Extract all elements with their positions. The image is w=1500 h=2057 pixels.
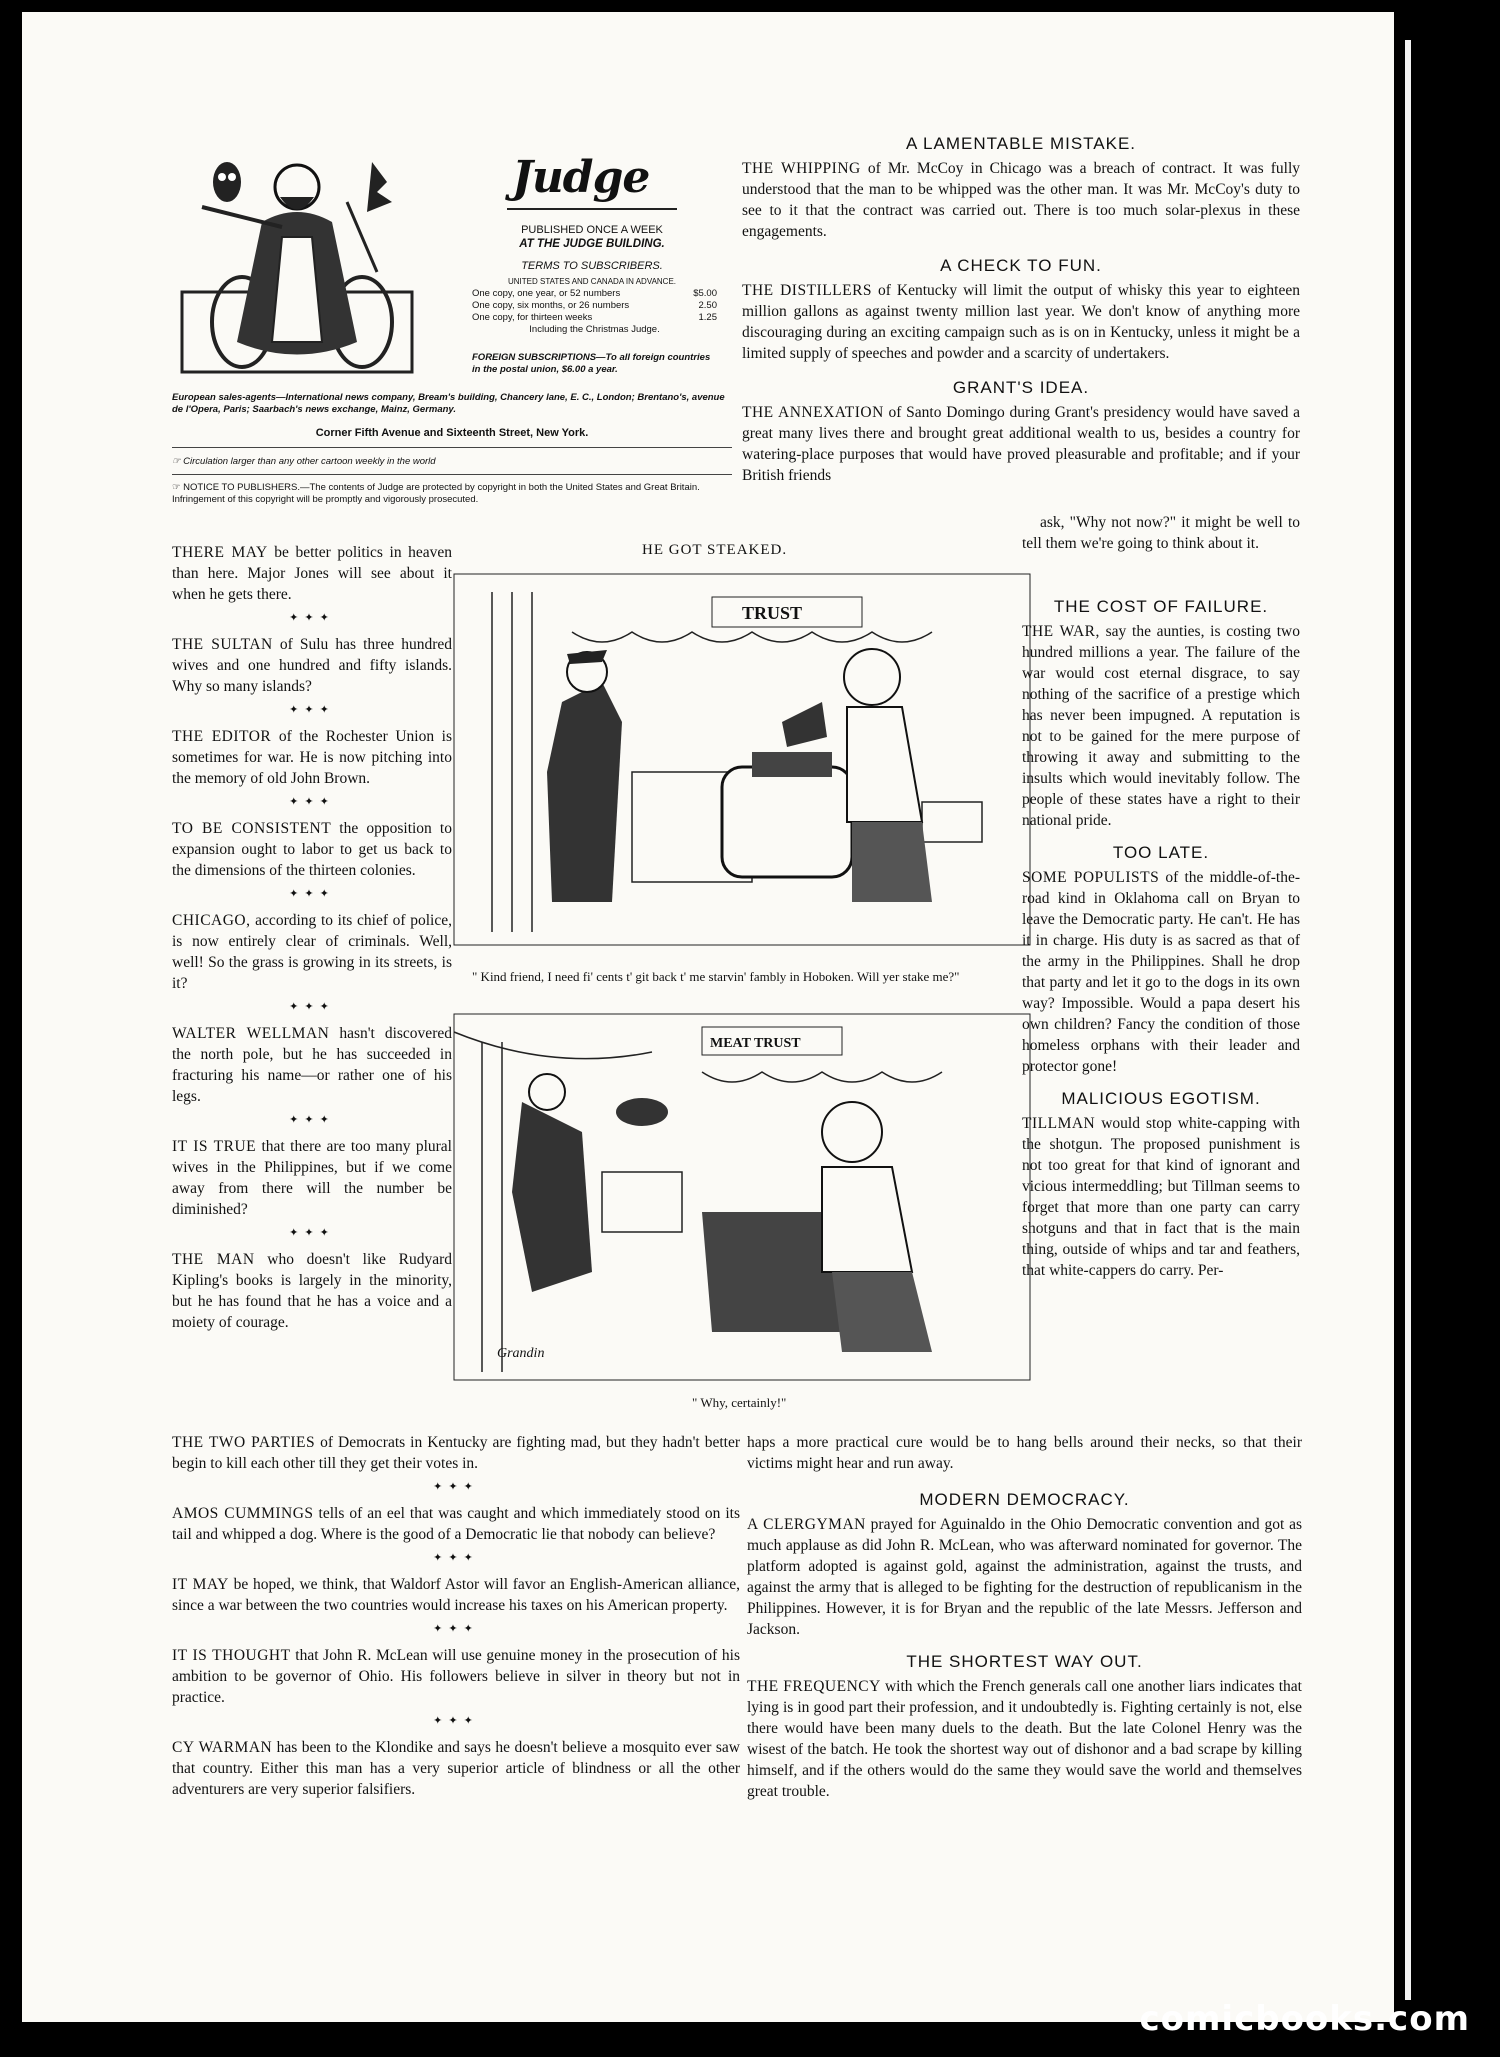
separator-stars [172,611,452,624]
item-lead: CY WARMAN [172,1739,273,1756]
item-lead: THERE MAY [172,544,268,561]
circulation-text: Circulation larger than any other cartoon weekly in the world [183,456,436,467]
paragraph-item [172,1503,740,1545]
item-lead: TO BE CONSISTENT [172,820,332,837]
article [1022,843,1300,1077]
cartoon-panel-bottom [452,1012,1032,1382]
article-body [1022,621,1300,831]
bottom-left-column [172,1432,740,1800]
article [1022,597,1300,831]
rates-list [472,288,717,336]
cartoon-caption-top: " Kind friend, I need fi' cents t' git back t' me starvin' fambly in Hoboken. Will yer stake me?" [472,969,960,984]
terms-sub: UNITED STATES AND CANADA IN ADVANCE. [507,277,677,286]
item-text: of the Rochester Union is sometimes for war. He is now pitching into the memory of old John Brown. [172,728,452,787]
separator-stars [172,1113,452,1126]
paragraph-item [172,726,452,789]
article-lead: THE FREQUENCY [747,1678,881,1695]
article-text: would stop white-capping with the shotgun. The proposed punishment is not too great for that kind of ignorant and vicious intermeddling; but Tillman seems to forget that more than one party can carry shotguns and that in fact that is the main thing, outside of whips and tar and feathers, that white-cappers do carry. Per- [1022,1115,1300,1279]
article-lead: SOME POPULISTS [1022,869,1160,886]
article-body [742,158,1300,242]
grant-continuation: ask, "Why not now?" it might be well to tell them we're going to think about it. [1022,514,1300,552]
article-heading: MODERN DEMOCRACY. [919,1490,1130,1509]
paragraph-item [172,1023,452,1107]
rate-price: 2.50 [698,300,717,311]
article-text: with which the French generals call one another liars indicates that lying is in good part their profession, and it undoubtedly is. Fighting certainly is not, else there would have been many duels to the death. But the late Colonel Henry was the wisest of the batch. He took the shortest way out of dishonor and a bad scrape by killing himself, and if the others would do the same they would save the world and themselves great trouble. [747,1678,1302,1800]
separator-stars [172,1622,740,1635]
artist-signature: Grandin [497,1346,545,1361]
article-lead: THE WHIPPING [742,160,861,177]
paragraph-item [172,542,452,605]
foreign-subscriptions [472,352,717,376]
item-lead: THE EDITOR [172,728,272,745]
article-body [747,1514,1302,1640]
article [742,134,1300,242]
article-heading: THE SHORTEST WAY OUT. [906,1652,1143,1671]
rate-label: One copy, one year, or 52 numbers [472,288,621,299]
paragraph-item [172,1432,740,1474]
cartoon-title: HE GOT STEAKED. [642,542,788,558]
article-lead: A CLERGYMAN [747,1516,866,1533]
rates-note: Including the Christmas Judge. [529,324,660,335]
building-line: AT THE JUDGE BUILDING. [519,238,665,250]
article-body [747,1676,1302,1802]
article [742,378,1300,486]
masthead [172,142,742,542]
item-lead: IT IS TRUE [172,1138,257,1155]
article-lead: THE ANNEXATION [742,404,884,421]
right-top-column [742,134,1300,486]
article-text: say the aunties, is costing two hundred millions a year. The failure of the war would cost eternal disgrace, to say nothing of the sacrifice of a prestige which has never been impugned. A reputation is not to be gained for the mere purpose of throwing it away and submitting to the insults which would inevitably follow. The people of these states have a right to their national pride. [1022,623,1300,829]
rate-label: One copy, six months, or 26 numbers [472,300,630,311]
item-text: of Democrats in Kentucky are fighting mad, but they hadn't better begin to kill each other till they get their votes in. [172,1434,740,1472]
meat-trust-sign: MEAT TRUST [710,1036,801,1051]
article-text: of Kentucky will limit the output of whisky this year to eighteen million gallons as against twenty million last year. We don't know of anything more discouraging during an exciting campaign such as is on in Kentucky, unless it might be a limited supply of speeches and powder and a scarcity of undertakers. [742,282,1300,362]
paragraph-item [172,1136,452,1220]
article-text: of Mr. McCoy in Chicago was a breach of contract. It was fully understood that the man to be whipped was the other man. It was Mr. McCoy's duty to see to it that the contract was carried out. There is too much solar-plexus in these engagements. [742,160,1301,240]
trust-sign: TRUST [742,603,803,623]
foreign-text: —To all foreign countries in the postal union, $6.00 a year. [472,352,711,375]
pointing-hand-icon: ☞ [172,482,184,493]
article [742,256,1300,364]
paragraph-item [172,818,452,881]
item-lead: IT MAY [172,1576,229,1593]
item-text: be better politics in heaven than here. Major Jones will see about it when he gets there. [172,544,453,603]
page-spine [1405,40,1411,2000]
agents-line: European sales-agents—International news company, Bream's building, Chancery lane, E. C., London; Brentano's, avenue de l'Opera, Paris; Saarbach's news exchange, Mainz, Germany. [172,392,725,415]
paragraph-item [172,1574,740,1616]
cartoon-panel-top [452,572,1032,947]
article-body [742,402,1300,486]
article-heading: A CHECK TO FUN. [940,256,1102,275]
item-lead: WALTER WELLMAN [172,1025,330,1042]
separator-stars [172,887,452,900]
notice-lead: NOTICE TO PUBLISHERS. [183,482,300,493]
item-text: tells of an eel that was caught and which immediately stood on its tail and whipped a dog. Where is the good of a Democratic lie that nobody can believe? [172,1505,740,1543]
article-body [1022,1113,1300,1281]
item-text: of Sulu has three hundred wives and one hundred and fifty islands. Why so many islands? [172,636,452,695]
paragraph-item [172,910,452,994]
paragraph-item [172,634,452,697]
copyright-notice [172,482,732,506]
article-body [1022,867,1300,1077]
article-heading: A LAMENTABLE MISTAKE. [905,134,1137,153]
address-line: Corner Fifth Avenue and Sixteenth Street, New York. [315,427,589,439]
item-text: that John R. McLean will use genuine money in the prosecution of his ambition to be governor of Ohio. His followers believe in silver in theory but not in practice. [172,1647,740,1706]
item-lead: IT IS THOUGHT [172,1647,291,1664]
notice-text: —The contents of Judge are protected by copyright in both the United States and Great Britain. Infringement of this copyright will be promptly and vigorously prosecuted. [172,482,700,505]
item-text: that there are too many plural wives in the Philippines, but if we come away from there will the number be diminished? [172,1138,452,1218]
article-lead: THE WAR, [1022,623,1100,640]
right-mid-column [1022,597,1300,1281]
judge-logo: Judge [512,152,650,203]
item-text: who doesn't like Rudyard Kipling's books is largely in the minority, but he has found that he has a voice and a moiety of courage. [172,1251,452,1331]
paragraph-item [172,1737,740,1800]
rate-label: One copy, for thirteen weeks [472,312,593,323]
article-text: of Santo Domingo during Grant's presidency would have saved a great many lives there and brought great additional wealth to us, besides a country for watering-place purposes that would have proved pleasurable and profitable; and if your British friends [742,404,1300,484]
item-text: hasn't discovered the north pole, but he has succeeded in fracturing his name—or rather one of his legs. [172,1025,452,1105]
article [747,1652,1302,1802]
foreign-title: FOREIGN SUBSCRIPTIONS [472,352,597,363]
site-watermark: comicbooks.com [1139,1999,1470,2039]
separator-stars [172,795,452,808]
pointing-hand-icon: ☞ [172,456,184,467]
rate-price: $5.00 [693,288,717,299]
item-text: be hoped, we think, that Waldorf Astor will favor an English-American alliance, since a war between the two countries would increase his taxes on his American property. [172,1576,740,1614]
separator-stars [172,1714,740,1727]
article-lead: TILLMAN [1022,1115,1096,1132]
separator-stars [172,1226,452,1239]
article-text: of the middle-of-the-road kind in Oklahoma call on Bryan to leave the Democratic party. He can't. He has it in charge. His duty is as sacred as that of the army in the Philippines. Shall he drop that party and let it go to the dogs in its own way? Impossible. Would a papa desert his own children? Fancy the condition of those homeless orphans with their leader and protector gone! [1022,869,1300,1075]
tillman-continuation: haps a more practical cure would be to hang bells around their necks, so that their victims might hear and run away. [747,1434,1302,1472]
article-heading: MALICIOUS EGOTISM. [1061,1089,1261,1108]
article-body [742,280,1300,364]
item-lead: THE MAN [172,1251,255,1268]
article-text: prayed for Aguinaldo in the Ohio Democratic convention and got as much applause as did John R. McLean, who was afterward nominated for governor. The platform adopted is against gold, against the administration, against the trusts, and against the army that is alleged to be fighting for the destruction of republicanism in the Philippines. However, it is for Bryan and the republic of the late Messrs. Jefferson and Jackson. [747,1516,1302,1638]
circulation-line [172,456,732,468]
paragraph-item [172,1645,740,1708]
cartoon-caption-bottom: " Why, certainly!" [692,1395,787,1410]
magazine-page [22,12,1394,2022]
left-column [172,542,452,1333]
item-text: according to its chief of police, is now entirely clear of criminals. Well, well! So the grass is growing in its streets, is it? [172,912,452,992]
article-heading: GRANT'S IDEA. [952,378,1090,397]
article-heading: TOO LATE. [1112,843,1210,862]
article-lead: THE DISTILLERS [742,282,873,299]
separator-stars [172,1480,740,1493]
separator-stars [172,1551,740,1564]
item-text: has been to the Klondike and says he doesn't believe a mosquito ever saw that country. Either this man has a very superior article of blindness or all the other adventurers are very superior falsifiers. [172,1739,741,1798]
rate-price: 1.25 [698,312,717,323]
item-text: the opposition to expansion ought to labor to get us back to the dimensions of the thirteen colonies. [172,820,452,879]
article [747,1490,1302,1640]
paragraph-item [172,1249,452,1333]
separator-stars [172,1000,452,1013]
item-lead: AMOS CUMMINGS [172,1505,314,1522]
judge-figure-illustration [172,142,422,382]
item-lead: THE TWO PARTIES [172,1434,316,1451]
separator-stars [172,703,452,716]
published-line: PUBLISHED ONCE A WEEK [521,224,663,236]
item-lead: CHICAGO, [172,912,251,929]
article-heading: THE COST OF FAILURE. [1053,597,1269,616]
terms-title: TERMS TO SUBSCRIBERS. [521,260,663,272]
article [1022,1089,1300,1281]
item-lead: THE SULTAN [172,636,273,653]
bottom-right-column [747,1490,1302,1802]
